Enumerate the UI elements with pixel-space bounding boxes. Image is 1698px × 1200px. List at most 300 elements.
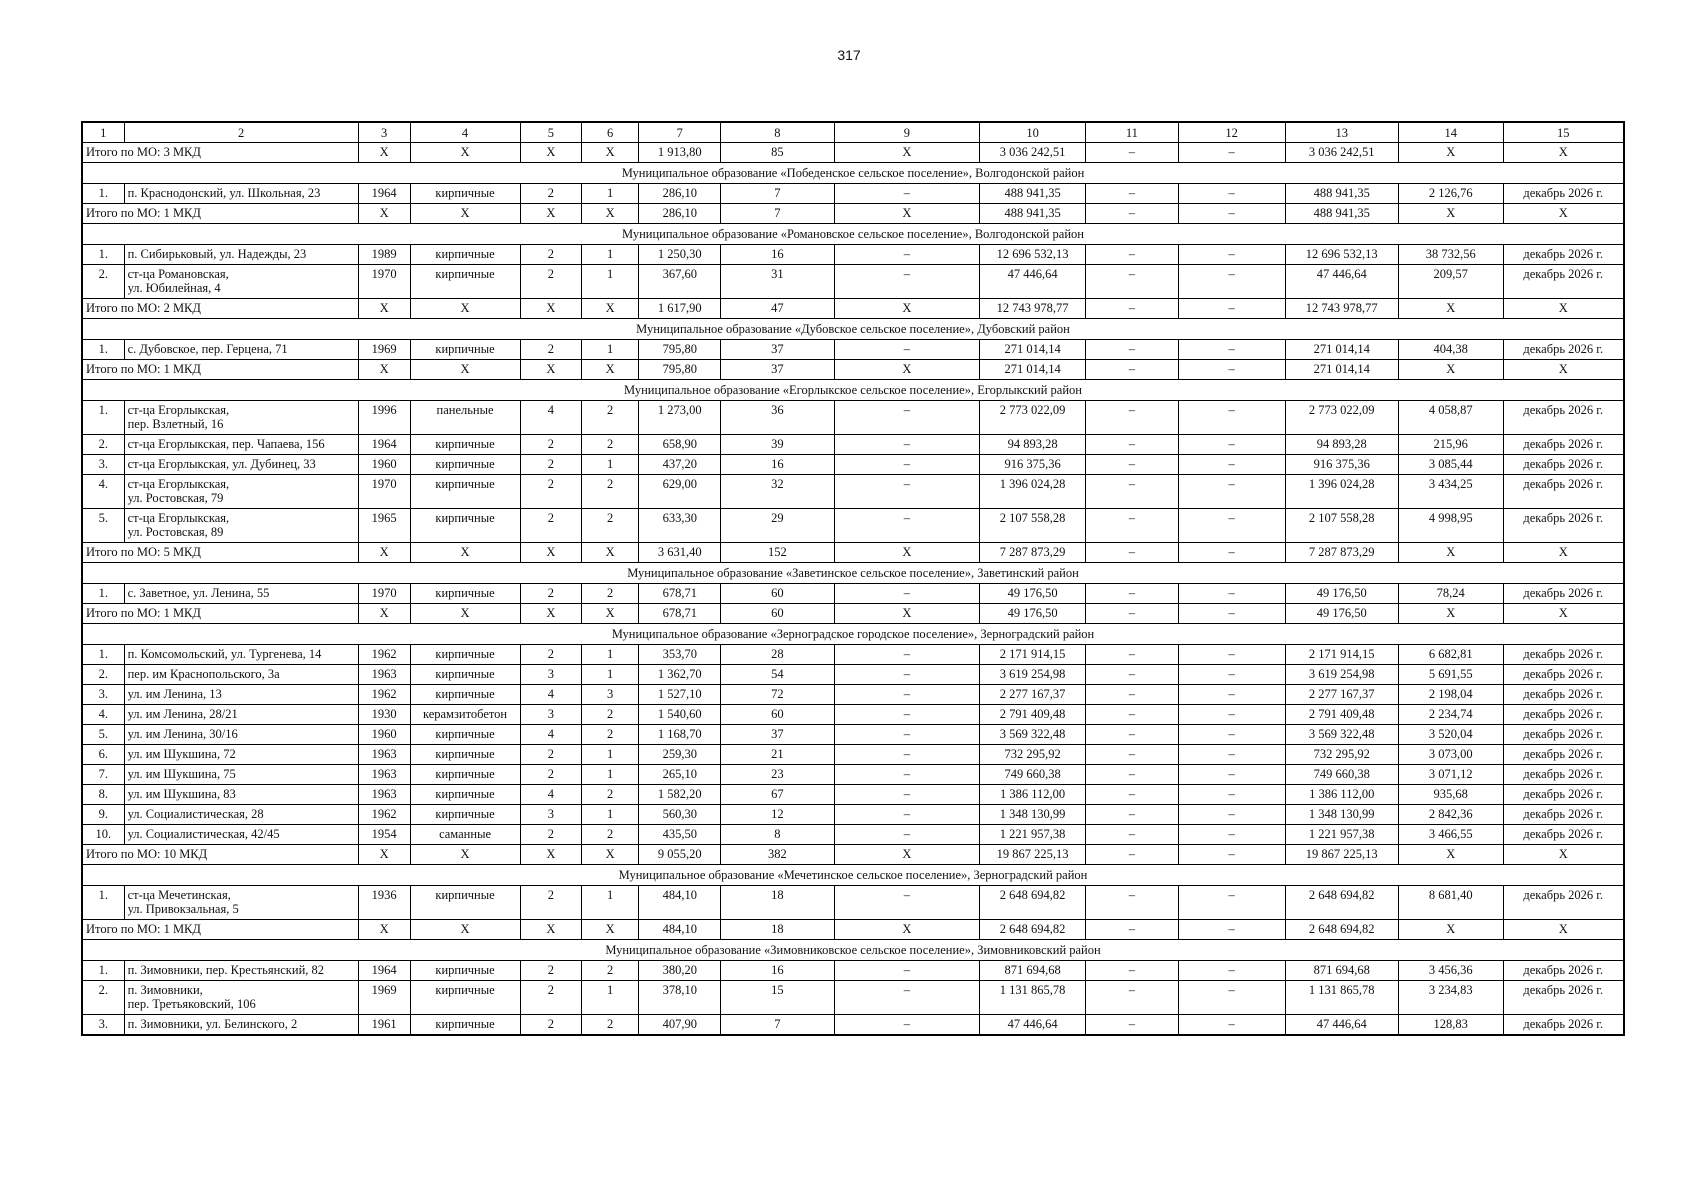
total-cell: X (358, 360, 410, 380)
municipality-name: Муниципальное образование «Егорлыкское сельское поселение», Егорлыкский район (82, 380, 1624, 401)
total-cell: X (1503, 543, 1624, 563)
row-number: 1. (82, 401, 124, 435)
data-cell: 2 277 167,37 (1285, 685, 1398, 705)
data-cell: 1970 (358, 265, 410, 299)
data-cell: – (1178, 455, 1285, 475)
total-cell: X (582, 360, 639, 380)
data-cell: 286,10 (639, 184, 721, 204)
data-cell: 12 696 532,13 (1285, 245, 1398, 265)
column-number-cell: 13 (1285, 122, 1398, 143)
data-cell: – (1178, 265, 1285, 299)
data-cell: 2 (520, 745, 582, 765)
data-cell: 2 (520, 435, 582, 455)
column-number-cell: 5 (520, 122, 582, 143)
address-line: пер. им Краснопольского, 3а (127, 667, 280, 681)
data-cell: кирпичные (410, 961, 520, 981)
data-cell: декабрь 2026 г. (1503, 455, 1624, 475)
address-line: ст-ца Егорлыкская, пер. Чапаева, 156 (127, 437, 325, 451)
total-row (82, 845, 1624, 865)
table-row (82, 725, 1624, 745)
data-cell: 1 396 024,28 (1285, 475, 1398, 509)
data-cell: 1 386 112,00 (1285, 785, 1398, 805)
table-body (82, 122, 1624, 1035)
total-cell: – (1085, 204, 1178, 224)
total-label: Итого по МО: 10 МКД (82, 845, 358, 865)
address-line: ул. Ростовская, 79 (127, 491, 224, 505)
total-cell: 286,10 (639, 204, 721, 224)
total-cell: X (834, 360, 980, 380)
data-cell: 2 171 914,15 (1285, 645, 1398, 665)
data-cell: 2 (520, 765, 582, 785)
data-cell: 1 362,70 (639, 665, 721, 685)
municipality-header-row (82, 163, 1624, 184)
data-cell: 1 (582, 265, 639, 299)
address-cell (124, 725, 358, 745)
total-cell: X (410, 845, 520, 865)
table-row (82, 245, 1624, 265)
data-cell: 259,30 (639, 745, 721, 765)
data-cell: 1960 (358, 455, 410, 475)
table-row (82, 584, 1624, 604)
data-cell: 2 (520, 475, 582, 509)
total-cell: 152 (721, 543, 834, 563)
data-cell: 1969 (358, 340, 410, 360)
total-cell: 3 036 242,51 (1285, 143, 1398, 163)
data-cell: 1 (582, 245, 639, 265)
data-cell: 488 941,35 (980, 184, 1086, 204)
data-cell: 658,90 (639, 435, 721, 455)
data-cell: – (1178, 705, 1285, 725)
total-cell: 49 176,50 (980, 604, 1086, 624)
row-number: 3. (82, 685, 124, 705)
data-cell: – (834, 981, 980, 1015)
data-cell: 1 (582, 645, 639, 665)
municipality-name: Муниципальное образование «Заветинское сельское поселение», Заветинский район (82, 563, 1624, 584)
data-cell: декабрь 2026 г. (1503, 265, 1624, 299)
address-cell (124, 184, 358, 204)
total-cell: – (1178, 920, 1285, 940)
data-cell: саманные (410, 825, 520, 845)
data-cell: 2 (520, 886, 582, 920)
data-cell: 407,90 (639, 1015, 721, 1036)
data-cell: кирпичные (410, 725, 520, 745)
row-number: 4. (82, 705, 124, 725)
data-cell: 629,00 (639, 475, 721, 509)
data-cell: 1 (582, 765, 639, 785)
table-row (82, 265, 1624, 299)
data-cell: – (1085, 1015, 1178, 1036)
data-cell: 1969 (358, 981, 410, 1015)
data-cell: – (1178, 765, 1285, 785)
total-cell: X (1503, 299, 1624, 319)
data-cell: – (1178, 1015, 1285, 1036)
data-cell: 1962 (358, 685, 410, 705)
data-cell: 1964 (358, 961, 410, 981)
data-cell: 2 (582, 475, 639, 509)
total-cell: X (1398, 204, 1503, 224)
total-cell: 1 617,90 (639, 299, 721, 319)
data-cell: 1 168,70 (639, 725, 721, 745)
data-cell: кирпичные (410, 765, 520, 785)
data-cell: декабрь 2026 г. (1503, 509, 1624, 543)
address-line: ул. им Ленина, 13 (127, 687, 222, 701)
address-line: ул. Социалистическая, 42/45 (127, 827, 280, 841)
data-cell: – (1085, 401, 1178, 435)
total-cell: 19 867 225,13 (980, 845, 1086, 865)
table-row (82, 645, 1624, 665)
data-cell: 1 (582, 665, 639, 685)
row-number: 1. (82, 961, 124, 981)
data-cell: 16 (721, 245, 834, 265)
address-line: пер. Третьяковский, 106 (127, 997, 256, 1011)
data-cell: 1936 (358, 886, 410, 920)
data-cell: 1996 (358, 401, 410, 435)
total-row (82, 604, 1624, 624)
total-cell: – (1178, 845, 1285, 865)
data-cell: 2 (520, 184, 582, 204)
address-cell (124, 645, 358, 665)
data-cell: 3 234,83 (1398, 981, 1503, 1015)
address-cell (124, 886, 358, 920)
data-cell: 916 375,36 (1285, 455, 1398, 475)
data-cell: 2 791 409,48 (1285, 705, 1398, 725)
total-cell: 7 287 873,29 (1285, 543, 1398, 563)
data-cell: 2 (520, 981, 582, 1015)
total-cell: X (410, 143, 520, 163)
data-cell: – (834, 509, 980, 543)
total-cell: X (410, 920, 520, 940)
total-cell: 3 036 242,51 (980, 143, 1086, 163)
data-cell: декабрь 2026 г. (1503, 805, 1624, 825)
data-cell: – (834, 401, 980, 435)
data-cell: 3 073,00 (1398, 745, 1503, 765)
data-cell: – (834, 184, 980, 204)
data-cell: 2 (520, 245, 582, 265)
data-cell: декабрь 2026 г. (1503, 340, 1624, 360)
data-cell: 1 (582, 886, 639, 920)
data-cell: 1 (582, 981, 639, 1015)
total-cell: X (582, 143, 639, 163)
data-cell: 12 (721, 805, 834, 825)
data-cell: кирпичные (410, 584, 520, 604)
municipality-header-row (82, 224, 1624, 245)
row-number: 1. (82, 245, 124, 265)
municipality-name: Муниципальное образование «Зерноградское городское поселение», Зерноградский район (82, 624, 1624, 645)
total-cell: X (410, 204, 520, 224)
data-cell: 39 (721, 435, 834, 455)
total-cell: 12 743 978,77 (980, 299, 1086, 319)
address-line: ст-ца Егорлыкская, (127, 403, 230, 417)
data-cell: кирпичные (410, 435, 520, 455)
municipality-header-row (82, 380, 1624, 401)
data-cell: 3 520,04 (1398, 725, 1503, 745)
table-row (82, 455, 1624, 475)
data-cell: кирпичные (410, 265, 520, 299)
total-cell: X (358, 604, 410, 624)
data-cell: кирпичные (410, 645, 520, 665)
row-number: 7. (82, 765, 124, 785)
table-row (82, 745, 1624, 765)
total-cell: – (1178, 360, 1285, 380)
municipality-name: Муниципальное образование «Мечетинское сельское поселение», Зерноградский район (82, 865, 1624, 886)
data-cell: 94 893,28 (980, 435, 1086, 455)
data-cell: кирпичные (410, 981, 520, 1015)
municipality-header-row (82, 624, 1624, 645)
total-cell: – (1178, 604, 1285, 624)
data-cell: декабрь 2026 г. (1503, 401, 1624, 435)
column-number-cell: 8 (721, 122, 834, 143)
total-cell: X (1503, 204, 1624, 224)
data-cell: – (834, 475, 980, 509)
row-number: 5. (82, 509, 124, 543)
data-cell: 1 131 865,78 (1285, 981, 1398, 1015)
data-cell: 353,70 (639, 645, 721, 665)
data-cell: 1964 (358, 435, 410, 455)
table-row (82, 401, 1624, 435)
data-cell: – (1085, 265, 1178, 299)
row-number: 6. (82, 745, 124, 765)
data-cell: – (1085, 981, 1178, 1015)
total-cell: X (410, 360, 520, 380)
row-number: 1. (82, 584, 124, 604)
total-cell: – (1085, 604, 1178, 624)
data-cell: – (1085, 886, 1178, 920)
data-cell: декабрь 2026 г. (1503, 886, 1624, 920)
total-cell: X (1398, 360, 1503, 380)
data-cell: – (834, 245, 980, 265)
data-cell: декабрь 2026 г. (1503, 245, 1624, 265)
data-cell: 37 (721, 725, 834, 745)
total-label: Итого по МО: 5 МКД (82, 543, 358, 563)
data-cell: 3 085,44 (1398, 455, 1503, 475)
data-cell: кирпичные (410, 685, 520, 705)
data-cell: 72 (721, 685, 834, 705)
row-number: 1. (82, 340, 124, 360)
data-cell: 2 (520, 825, 582, 845)
total-cell: X (358, 543, 410, 563)
data-cell: 2 648 694,82 (980, 886, 1086, 920)
data-cell: 1954 (358, 825, 410, 845)
total-cell: – (1085, 845, 1178, 865)
address-line: ул. им Шукшина, 75 (127, 767, 236, 781)
data-cell: 1 (582, 184, 639, 204)
total-cell: X (582, 920, 639, 940)
table-row (82, 785, 1624, 805)
total-cell: – (1178, 204, 1285, 224)
total-cell: X (582, 543, 639, 563)
total-row (82, 204, 1624, 224)
total-cell: X (1503, 845, 1624, 865)
data-cell: 4 (520, 685, 582, 705)
row-number: 2. (82, 981, 124, 1015)
address-line: ул. Социалистическая, 28 (127, 807, 264, 821)
data-cell: 2 842,36 (1398, 805, 1503, 825)
data-cell: 29 (721, 509, 834, 543)
data-cell: декабрь 2026 г. (1503, 1015, 1624, 1036)
address-cell (124, 961, 358, 981)
data-cell: 2 107 558,28 (980, 509, 1086, 543)
data-cell: – (834, 785, 980, 805)
data-cell: 60 (721, 584, 834, 604)
data-cell: – (834, 455, 980, 475)
data-cell: – (834, 745, 980, 765)
data-cell: 2 (582, 584, 639, 604)
total-cell: X (1503, 143, 1624, 163)
total-cell: X (582, 299, 639, 319)
data-cell: – (1178, 805, 1285, 825)
data-cell: 2 773 022,09 (980, 401, 1086, 435)
row-number: 1. (82, 645, 124, 665)
data-cell: – (1085, 961, 1178, 981)
column-number-cell: 2 (124, 122, 358, 143)
table-row (82, 886, 1624, 920)
total-cell: X (1503, 920, 1624, 940)
data-cell: 3 619 254,98 (1285, 665, 1398, 685)
data-cell: 3 071,12 (1398, 765, 1503, 785)
table-row (82, 509, 1624, 543)
data-cell: – (1178, 340, 1285, 360)
total-cell: 2 648 694,82 (980, 920, 1086, 940)
data-cell: кирпичные (410, 340, 520, 360)
address-line: ст-ца Романовская, (127, 267, 229, 281)
total-cell: – (1085, 920, 1178, 940)
total-cell: X (520, 604, 582, 624)
data-cell: 1965 (358, 509, 410, 543)
row-number: 1. (82, 184, 124, 204)
total-cell: X (582, 604, 639, 624)
data-cell: – (834, 340, 980, 360)
total-cell: X (410, 604, 520, 624)
address-cell (124, 981, 358, 1015)
data-cell: – (834, 825, 980, 845)
data-cell: – (1178, 665, 1285, 685)
data-cell: кирпичные (410, 455, 520, 475)
municipality-header-row (82, 563, 1624, 584)
page-number: 317 (837, 47, 861, 63)
total-cell: 484,10 (639, 920, 721, 940)
total-cell: X (834, 204, 980, 224)
data-cell: декабрь 2026 г. (1503, 184, 1624, 204)
total-row (82, 920, 1624, 940)
data-cell: 47 446,64 (980, 265, 1086, 299)
total-cell: 488 941,35 (1285, 204, 1398, 224)
address-line: ст-ца Егорлыкская, (127, 511, 230, 525)
data-cell: – (834, 805, 980, 825)
total-cell: 488 941,35 (980, 204, 1086, 224)
data-cell: 2 (582, 509, 639, 543)
data-cell: 1 (582, 340, 639, 360)
data-cell: – (1085, 245, 1178, 265)
total-cell: X (358, 845, 410, 865)
data-cell: 1962 (358, 805, 410, 825)
data-cell: 21 (721, 745, 834, 765)
address-cell (124, 805, 358, 825)
data-cell: – (1178, 745, 1285, 765)
table-row (82, 1015, 1624, 1036)
data-cell: 3 619 254,98 (980, 665, 1086, 685)
total-cell: X (1398, 143, 1503, 163)
address-cell (124, 455, 358, 475)
total-cell: 7 (721, 204, 834, 224)
column-number-cell: 10 (980, 122, 1086, 143)
data-cell: 32 (721, 475, 834, 509)
address-cell (124, 475, 358, 509)
municipality-name: Муниципальное образование «Романовское сельское поселение», Волгодонской район (82, 224, 1624, 245)
column-number-cell: 14 (1398, 122, 1503, 143)
total-cell: 60 (721, 604, 834, 624)
data-cell: – (1178, 825, 1285, 845)
data-cell: 1 348 130,99 (1285, 805, 1398, 825)
data-cell: 16 (721, 455, 834, 475)
data-cell: 2 (582, 705, 639, 725)
data-cell: 2 (582, 435, 639, 455)
data-cell: керамзитобетон (410, 705, 520, 725)
municipality-header-row (82, 940, 1624, 961)
address-line: ул. им Шукшина, 72 (127, 747, 236, 761)
data-cell: – (1178, 184, 1285, 204)
total-label: Итого по МО: 1 МКД (82, 604, 358, 624)
total-label: Итого по МО: 1 МКД (82, 920, 358, 940)
total-label: Итого по МО: 2 МКД (82, 299, 358, 319)
table-row (82, 705, 1624, 725)
total-cell: 1 913,80 (639, 143, 721, 163)
total-cell: 12 743 978,77 (1285, 299, 1398, 319)
address-cell (124, 825, 358, 845)
address-line: ст-ца Егорлыкская, (127, 477, 230, 491)
data-cell: – (1085, 509, 1178, 543)
data-cell: – (1178, 435, 1285, 455)
data-cell: – (1178, 685, 1285, 705)
address-line: пер. Взлетный, 16 (127, 417, 224, 431)
data-cell: 2 171 914,15 (980, 645, 1086, 665)
data-cell: 2 198,04 (1398, 685, 1503, 705)
data-cell: 78,24 (1398, 584, 1503, 604)
data-cell: 265,10 (639, 765, 721, 785)
total-cell: X (358, 204, 410, 224)
table-row (82, 685, 1624, 705)
total-cell: 3 631,40 (639, 543, 721, 563)
data-cell: декабрь 2026 г. (1503, 981, 1624, 1015)
data-cell: 23 (721, 765, 834, 785)
data-cell: 4 058,87 (1398, 401, 1503, 435)
data-cell: 2 773 022,09 (1285, 401, 1398, 435)
address-line: ул. им Ленина, 30/16 (127, 727, 238, 741)
address-line: ст-ца Мечетинская, (127, 888, 231, 902)
data-cell: – (1085, 705, 1178, 725)
address-cell (124, 705, 358, 725)
data-cell: декабрь 2026 г. (1503, 435, 1624, 455)
housing-table (81, 121, 1625, 1036)
data-cell: 1961 (358, 1015, 410, 1036)
address-cell (124, 745, 358, 765)
data-cell: 2 (520, 509, 582, 543)
data-cell: 2 (520, 645, 582, 665)
data-cell: 1963 (358, 765, 410, 785)
column-number-cell: 11 (1085, 122, 1178, 143)
column-number-cell: 1 (82, 122, 124, 143)
data-cell: 437,20 (639, 455, 721, 475)
data-cell: 2 234,74 (1398, 705, 1503, 725)
data-cell: 49 176,50 (1285, 584, 1398, 604)
data-cell: – (1178, 475, 1285, 509)
total-cell: 271 014,14 (1285, 360, 1398, 380)
table-row (82, 981, 1624, 1015)
total-cell: X (834, 299, 980, 319)
data-cell: 4 (520, 785, 582, 805)
data-cell: декабрь 2026 г. (1503, 725, 1624, 745)
data-cell: 1930 (358, 705, 410, 725)
address-cell (124, 401, 358, 435)
